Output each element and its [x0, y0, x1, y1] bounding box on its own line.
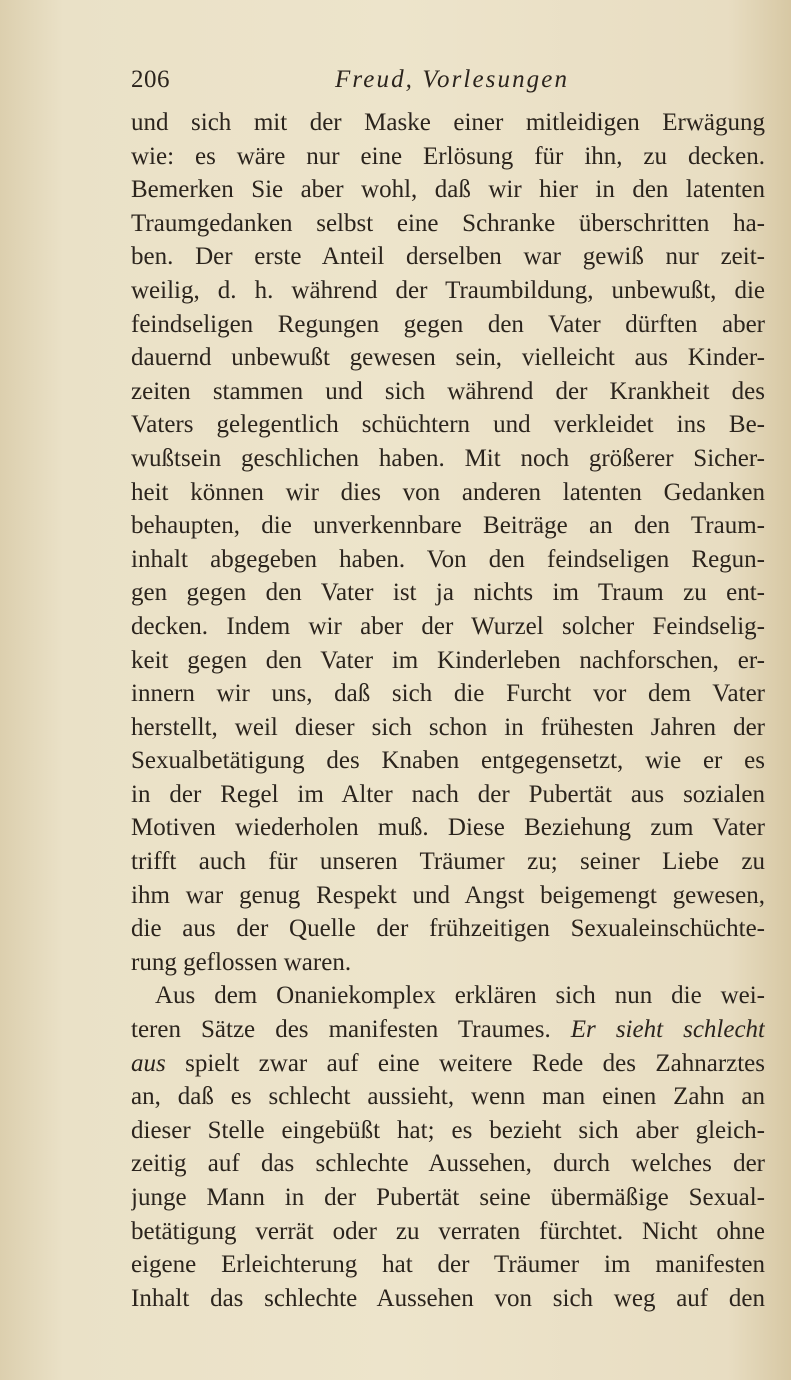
text-line: keit gegen den Vater im Kinderleben nachforschen, er- [131, 646, 765, 674]
text-line: rung geflossen waren. [131, 948, 352, 976]
text-line: heit können wir dies von anderen latenten Gedanken [131, 478, 765, 506]
text-line: wie: es wäre nur eine Erlösung für ihn, zu decken. [131, 142, 765, 170]
text-line: in der Regel im Alter nach der Pubertät aus sozialen [131, 780, 765, 808]
text-line: betätigung verrät oder zu verraten fürchtet. Nicht ohne [131, 1217, 765, 1245]
text-line: junge Mann in der Pubertät seine übermäßige Sexual- [131, 1184, 765, 1211]
text-line-mixed [131, 1013, 765, 1047]
text-line: und sich mit der Maske einer mitleidigen Erwägung [131, 109, 765, 136]
text-line: die aus der Quelle der frühzeitigen Sexualeinschüchte- [131, 915, 765, 943]
text-line: Inhalt das schlechte Aussehen von sich weg auf den [131, 1284, 765, 1312]
text-line: feindseligen Regungen gegen den Vater dürften aber [131, 310, 765, 338]
text-line: ben. Der erste Anteil derselben war gewiß nur zeit- [131, 243, 765, 271]
text-line: zeiten stammen und sich während der Krankheit des [131, 377, 765, 405]
text-line: zeitig auf das schlechte Aussehen, durch welches der [131, 1150, 765, 1178]
text-line: ihm war genug Respekt und Angst beigemengt gewesen, [131, 881, 765, 909]
paragraph-start-line: Aus dem Onaniekomplex erklären sich nun die wei- [155, 982, 765, 1010]
text-line: Traumgedanken selbst eine Schranke überschritten ha- [131, 209, 765, 237]
text-line: dauernd unbewußt gewesen sein, vielleicht aus Kinder- [131, 344, 765, 372]
text-segment: teren Sätze des manifesten Traumes. [131, 1016, 551, 1044]
text-line: an, daß es schlecht aussieht, wenn man einen Zahn an [131, 1083, 765, 1111]
text-line: inhalt abgegeben haben. Von den feindseligen Regun- [131, 545, 765, 573]
text-line-mixed [131, 1047, 765, 1081]
page-number: 206 [131, 66, 170, 93]
text-line: weilig, d. h. während der Traumbildung, unbewußt, die [131, 276, 765, 304]
text-line: gen gegen den Vater ist ja nichts im Traum zu ent- [131, 579, 765, 607]
text-line: trifft auch für unseren Träumer zu; seiner Liebe zu [131, 848, 765, 876]
text-line: Sexualbetätigung des Knaben entgegensetzt, wie er es [131, 747, 765, 775]
text-segment: spielt zwar auf eine weitere Rede des Zahnarztes [185, 1049, 765, 1077]
text-line: Vaters gelegentlich schüchtern und verkleidet ins Be- [131, 411, 765, 439]
text-line: Bemerken Sie aber wohl, daß wir hier in den latenten [131, 176, 765, 204]
body-text [131, 106, 765, 1315]
text-line: eigene Erleichterung hat der Träumer im manifesten [131, 1251, 765, 1279]
page-header [131, 66, 761, 102]
text-line: dieser Stelle eingebüßt hat; es bezieht sich aber gleich- [131, 1116, 765, 1144]
running-head: Freud, Vorlesungen [335, 66, 570, 93]
text-line: behaupten, die unverkennbare Beiträge an den Traum- [131, 512, 765, 540]
italic-quote: Er sieht schlecht [570, 1016, 765, 1044]
italic-quote: aus [131, 1049, 166, 1077]
text-line: wußtsein geschlichen haben. Mit noch größerer Sicher- [131, 444, 765, 472]
text-line: decken. Indem wir aber der Wurzel solcher Feindselig- [131, 612, 765, 640]
text-line: innern wir uns, daß sich die Furcht vor dem Vater [131, 680, 765, 708]
text-line: Motiven wiederholen muß. Diese Beziehung zum Vater [131, 814, 765, 842]
text-line: herstellt, weil dieser sich schon in frühesten Jahren der [131, 713, 765, 741]
